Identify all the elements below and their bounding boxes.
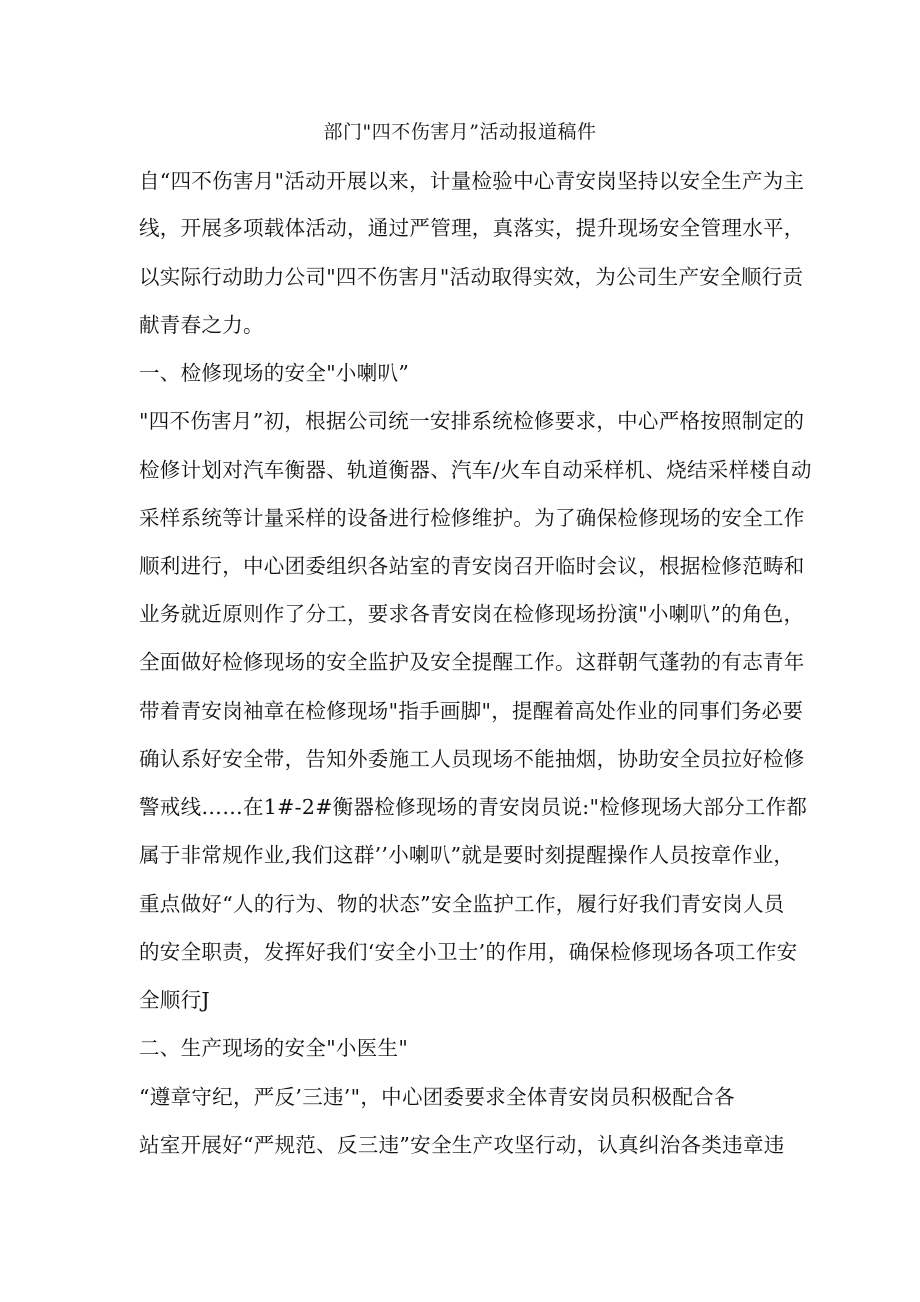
paragraph-line-5: "四不伤害月”初，根据公司统一安排系统检修要求，中心严格按照制定的	[139, 409, 805, 433]
paragraph-line-2: 线，开展多项载体活动，通过严管理，真落实，提升现场安全管理水平，	[139, 216, 805, 240]
paragraph-line-12: 确认系好安全带，告知外委施工人员现场不能抽烟，协助安全员拉好检修	[139, 747, 805, 771]
paragraph-line-13: 警戒线……在1#-2#衡器检修现场的青安岗员说:"检修现场大部分工作都	[139, 795, 808, 819]
paragraph-line-19: 站室开展好“严规范、反三违”安全生产攻坚行动，认真纠治各类违章违	[139, 1133, 785, 1157]
paragraph-line-8: 顺利进行，中心团委组织各站室的青安岗召开临时会议，根据检修范畴和	[139, 554, 805, 578]
document-title: 部门"四不伤害月”活动报道稿件	[323, 121, 597, 143]
paragraph-line-15: 重点做好“人的行为、物的状态”安全监护工作，履行好我们青安岗人员	[139, 892, 785, 916]
paragraph-line-17: 全顺行J	[139, 988, 210, 1012]
paragraph-line-1: 自“四不伤害月"活动开展以来，计量检验中心青安岗坚持以安全生产为主	[139, 169, 805, 193]
paragraph-line-9: 业务就近原则作了分工，要求各青安岗在检修现场扮演"小喇叭”的角色，	[139, 602, 805, 626]
paragraph-line-18: “遵章守纪，严反’三违’"，中心团委要求全体青安岗员积极配合各	[139, 1085, 735, 1109]
paragraph-line-10: 全面做好检修现场的安全监护及安全提醒工作。这群朝气蓬勃的有志青年	[139, 650, 805, 674]
section-heading-2: 二、生产现场的安全"小医生"	[139, 1036, 409, 1060]
paragraph-line-4: 献青春之力。	[139, 313, 264, 337]
paragraph-line-14: 属于非常规作业,我们这群’’小喇叭”就是要时刻提醒操作人员按章作业，	[139, 843, 795, 867]
paragraph-line-7: 采样系统等计量采样的设备进行检修维护。为了确保检修现场的安全工作	[139, 506, 805, 530]
paragraph-line-16: 的安全职责，发挥好我们‘安全小卫士’的作用，确保检修现场各项工作安	[139, 940, 798, 964]
paragraph-line-6: 检修计划对汽车衡器、轨道衡器、汽车/火车自动采样机、烧结采样楼自动	[139, 458, 812, 482]
section-heading-1: 一、检修现场的安全"小喇叭”	[139, 361, 410, 385]
paragraph-line-3: 以实际行动助力公司"四不伤害月"活动取得实效，为公司生产安全顺行贡	[139, 265, 804, 289]
paragraph-line-11: 带着青安岗袖章在检修现场"指手画脚"，提醒着高处作业的同事们务必要	[139, 699, 804, 723]
